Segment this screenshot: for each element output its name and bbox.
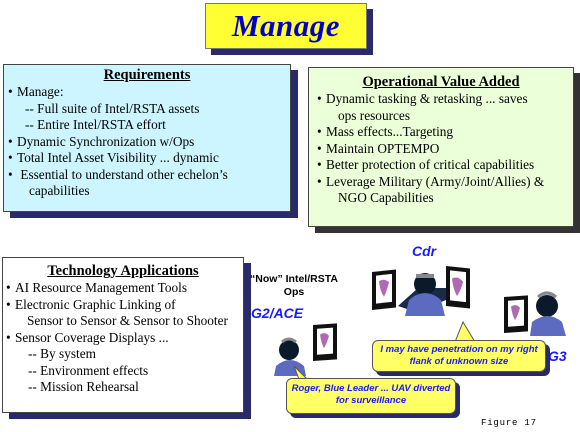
list-item-text: -- Full suite of Intel/RSTA assets — [25, 100, 200, 116]
list-item-text: Sensor Coverage Displays ... — [15, 329, 169, 345]
list-item-text: Better protection of critical capabilities — [326, 157, 535, 172]
bullet-marker: • — [317, 91, 322, 106]
list-item-text: Total Intel Asset Visibility ... dynamic — [17, 150, 219, 165]
bullet-marker: • — [317, 173, 322, 189]
list-item-text: capabilities — [29, 183, 90, 198]
list-item-text: NGO Capabilities — [338, 190, 434, 205]
figure-label: Figure 17 — [481, 418, 537, 428]
list-item-text: Electronic Graphic Linking of — [15, 296, 176, 312]
list-item-text: Manage: — [17, 84, 64, 99]
now-intel-label: “Now” Intel/RSTA Ops — [250, 273, 338, 298]
g2-ace-label: G2/ACE — [251, 305, 304, 321]
g3-speech-text: I may have penetration on my right flank of unknown size — [380, 344, 538, 367]
list-item-text: Leverage Military (Army/Joint/Allies) & — [326, 173, 545, 189]
bullet-marker: • — [8, 84, 13, 99]
g3-speech-bubble — [372, 340, 546, 372]
g3-bubble-tail — [455, 322, 475, 342]
list-item-text: Dynamic Synchronization w/Ops — [17, 133, 195, 149]
list-item-text: Essential to understand other echelon’s — [17, 166, 228, 182]
g2-speech-bubble — [286, 378, 456, 414]
list-item-text: Mass effects...Targeting — [326, 124, 454, 139]
bullet-marker: • — [317, 124, 322, 139]
bullet-marker: • — [6, 329, 11, 345]
g2-workstation-icon — [274, 323, 337, 376]
technology-heading: Technology Applications — [47, 263, 199, 279]
g3-label: G3 — [548, 348, 567, 364]
bullet-marker: • — [317, 140, 322, 156]
list-item-text: ops resources — [338, 107, 411, 123]
bullet-marker: • — [8, 150, 13, 165]
list-item-text: AI Resource Management Tools — [15, 280, 188, 295]
list-item-text: -- Mission Rehearsal — [28, 379, 139, 394]
bullet-marker: • — [317, 157, 322, 172]
list-item-text: Maintain OPTEMPO — [326, 140, 440, 156]
list-item-text: Dynamic tasking & retasking ... saves — [326, 91, 528, 106]
g3-workstation-icon — [504, 293, 566, 336]
cdr-workstation-icon — [372, 266, 470, 316]
g2-speech-text: Roger, Blue Leader ... UAV diverted for surveillance — [291, 383, 451, 406]
page-title: Manage — [231, 8, 341, 43]
requirements-heading: Requirements — [103, 67, 191, 83]
list-item-text: -- By system — [28, 346, 96, 361]
bullet-marker: • — [6, 296, 11, 312]
list-item-text: -- Environment effects — [28, 362, 149, 378]
operational-value-heading: Operational Value Added — [362, 74, 520, 90]
list-item-text: -- Entire Intel/RSTA effort — [25, 117, 166, 132]
list-item-text: Sensor to Sensor & Sensor to Shooter — [27, 313, 228, 328]
bullet-marker: • — [8, 166, 13, 182]
bullet-marker: • — [8, 133, 13, 149]
cdr-label: Cdr — [412, 243, 437, 259]
bullet-marker: • — [6, 280, 11, 295]
